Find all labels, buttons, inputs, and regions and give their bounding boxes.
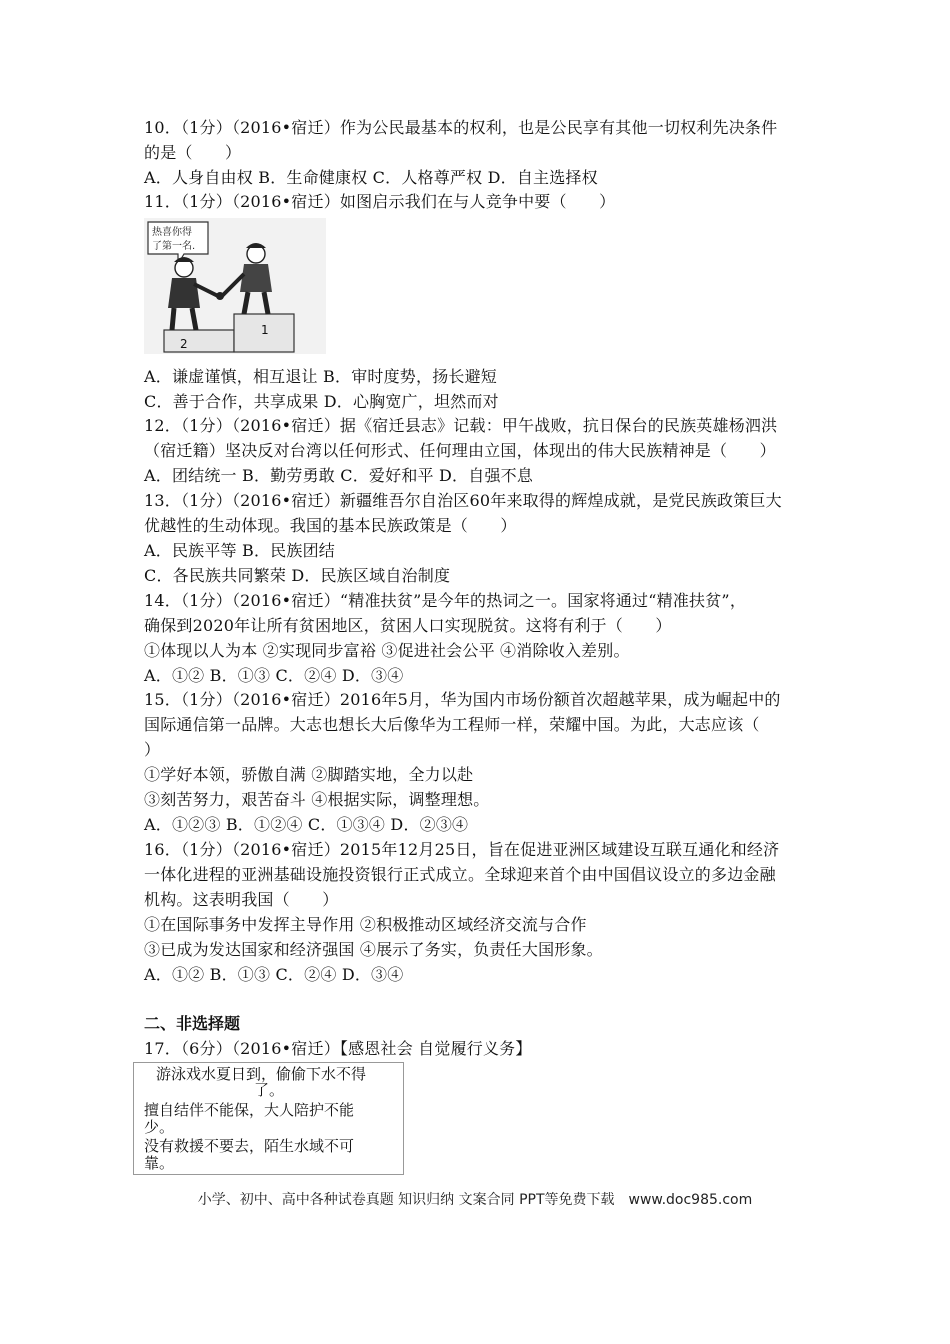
bubble-text-1: 热喜你得 [152, 227, 192, 238]
q10-stem-line2: 的是（ ） [144, 143, 242, 162]
q15-choice-line2: ③刻苦努力，艰苦奋斗 ④根据实际，调整理想。 [144, 790, 490, 809]
q14-stem-line1: 14．（1分）（2016•宿迁）“精准扶贫”是今年的热词之一。国家将通过“精准扶贫”， [144, 591, 747, 610]
poem-line-4: 少。 [144, 1118, 175, 1136]
poem-line-5: 没有救援不要去，陌生水域不可 [144, 1137, 355, 1155]
q12-stem-line2: （宿迁籍）坚决反对台湾以任何形式、任何理由立国，体现出的伟大民族精神是（ ） [144, 441, 776, 460]
q13-stem-line1: 13．（1分）（2016•宿迁）新疆维吾尔自治区60年来取得的辉煌成就，是党民族政策巨大 [144, 491, 782, 510]
q16-choice-line1: ①在国际事务中发挥主导作用 ②积极推动区域经济交流与合作 [144, 915, 587, 934]
q15-stem-line2: 国际通信第一品牌。大志也想长大后像华为工程师一样，荣耀中国。为此，大志应该（ [144, 715, 760, 734]
podium-second [164, 330, 234, 352]
q15-stem-line1: 15．（1分）（2016•宿迁）2016年5月，华为国内市场份额首次超越苹果，成为崛起中的 [144, 690, 781, 709]
podium-label-1: 1 [261, 323, 269, 337]
q11-stem: 11．（1分）（2016•宿迁）如图启示我们在与人竞争中要（ ） [144, 192, 616, 211]
poem-line-2: 了。 [254, 1081, 285, 1099]
q14-stem-line3: ①体现以人为本 ②实现同步富裕 ③促进社会公平 ④消除收入差别。 [144, 641, 630, 660]
q12-options: A．团结统一 B．勤劳勇敢 C．爱好和平 D．自强不息 [144, 466, 534, 485]
q13-options-line2: C．各民族共同繁荣 D．民族区域自治制度 [144, 566, 451, 585]
section-title: 二、非选择题 [144, 1014, 241, 1033]
q16-stem-line1: 16．（1分）（2016•宿迁）2015年12月25日，旨在促进亚洲区域建设互联互通化和经济 [144, 840, 780, 859]
q13-options-line1: A．民族平等 B．民族团结 [144, 541, 335, 560]
q10-stem-line1: 10．（1分）（2016•宿迁）作为公民最基本的权利，也是公民享有其他一切权利先决条件 [144, 118, 778, 137]
q16-stem-line3: 机构。这表明我国（ ） [144, 890, 339, 909]
page-footer: 小学、初中、高中各种试卷真题 知识归纳 文案合同 PPT等免费下载 www.doc985.com [197, 1192, 753, 1208]
q13-stem-line2: 优越性的生动体现。我国的基本民族政策是（ ） [144, 516, 517, 535]
poem-box [133, 1062, 404, 1175]
q12-stem-line1: 12．（1分）（2016•宿迁）据《宿迁县志》记载：甲午战败，抗日保台的民族英雄杨泗洪 [144, 416, 778, 435]
q14-stem-line2: 确保到2020年让所有贫困地区，贫困人口实现脱贫。这将有利于（ ） [144, 616, 672, 635]
bubble-text-2: 了第一名. [152, 241, 196, 252]
q10-options: A．人身自由权 B．生命健康权 C．人格尊严权 D．自主选择权 [144, 168, 598, 187]
q17-stem: 17．（6分）（2016•宿迁）【感恩社会 自觉履行义务】 [144, 1039, 532, 1058]
q15-choice-line1: ①学好本领，骄傲自满 ②脚踏实地，全力以赴 [144, 765, 474, 784]
q11-options-line2: C．善于合作，共享成果 D．心胸宽广，坦然而对 [144, 392, 499, 411]
q15-options: A．①②③ B．①②④ C．①③④ D．②③④ [144, 815, 469, 834]
q16-choice-line2: ③已成为发达国家和经济强国 ④展示了务实，负责任大国形象。 [144, 940, 603, 959]
podium-label-2: 2 [180, 337, 188, 351]
q14-options: A．①② B．①③ C．②④ D．③④ [144, 666, 404, 685]
poem-line-1: 游泳戏水夏日到，偷偷下水不得 [156, 1065, 367, 1083]
handshake-hands [216, 292, 224, 300]
q11-cartoon-image [144, 218, 326, 354]
handshake-cartoon [144, 218, 326, 354]
poem-line-6: 靠。 [144, 1154, 175, 1172]
q16-options: A．①② B．①③ C．②④ D．③④ [144, 965, 404, 984]
q11-options-line1: A．谦虚谨慎，相互退让 B．审时度势，扬长避短 [144, 367, 497, 386]
q16-stem-line2: 一体化进程的亚洲基础设施投资银行正式成立。全球迎来首个由中国倡议设立的多边金融 [144, 865, 776, 884]
poem-line-3: 擅自结伴不能保，大人陪护不能 [144, 1101, 355, 1119]
q15-stem-line3: ） [144, 740, 161, 759]
